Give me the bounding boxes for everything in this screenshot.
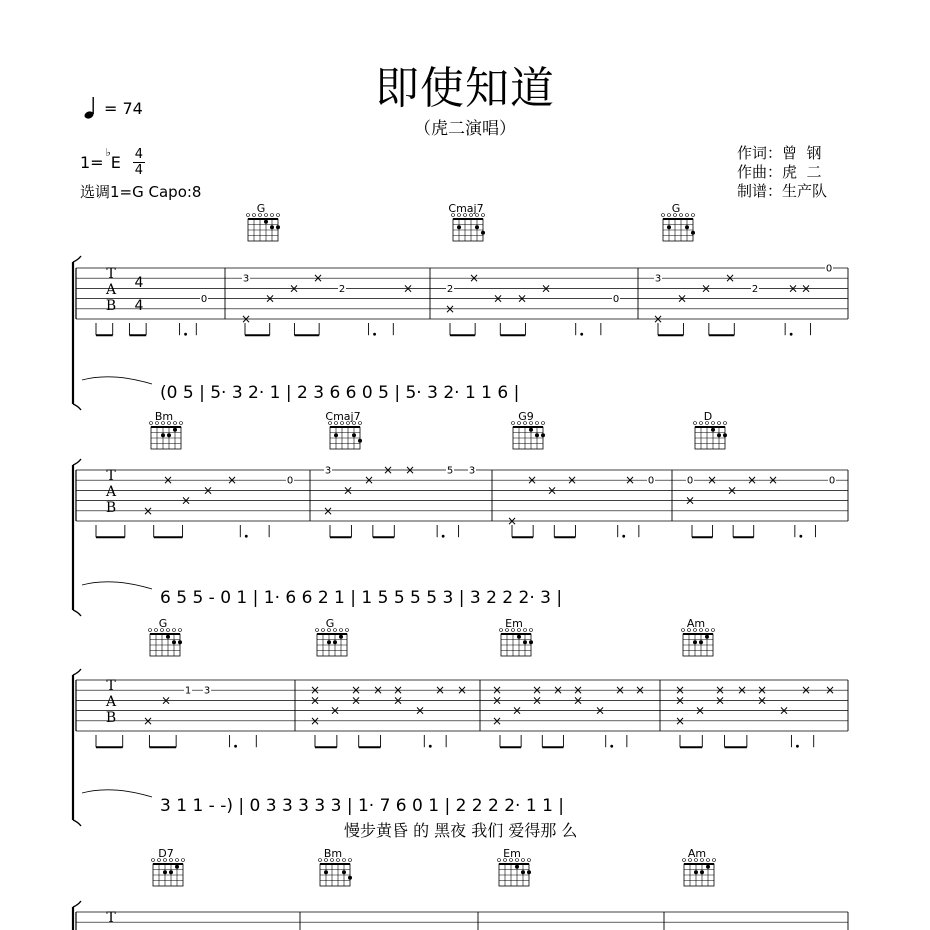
open-string-mark <box>530 629 533 632</box>
muted-note-mark: × <box>714 683 726 698</box>
chord-dot <box>339 635 343 639</box>
open-string-mark <box>522 859 525 862</box>
muted-note-mark: × <box>511 703 523 718</box>
open-string-mark <box>700 422 703 425</box>
chord-dot <box>693 640 697 644</box>
tab-letter: B <box>105 500 117 516</box>
muted-note-mark: × <box>778 703 790 718</box>
time-bottom: 4 <box>134 163 144 178</box>
chord-dot <box>172 640 176 644</box>
muted-note-mark: × <box>468 271 480 286</box>
chord-dot <box>352 433 356 437</box>
open-string-mark <box>179 629 182 632</box>
muted-note-mark: × <box>724 271 736 286</box>
chord-dot <box>348 876 352 880</box>
chord-dot <box>264 220 268 224</box>
open-string-mark <box>512 422 515 425</box>
chord-dot <box>163 870 167 874</box>
dot <box>622 535 625 538</box>
muted-note-mark: × <box>202 483 214 498</box>
open-string-mark <box>340 629 343 632</box>
bracket-hook <box>73 820 81 826</box>
fret-number: 3 <box>654 273 662 285</box>
open-string-mark <box>322 629 325 632</box>
muted-note-mark: × <box>540 281 552 296</box>
fret-number: 2 <box>338 283 346 295</box>
fret-number: 0 <box>200 294 208 306</box>
bracket-hook <box>73 404 81 410</box>
fret-number: 0 <box>612 294 620 306</box>
chord-dot <box>527 870 531 874</box>
open-string-mark <box>180 422 183 425</box>
muted-note-mark: × <box>312 271 324 286</box>
lyricist-credit: 作词：曾 钢 <box>737 144 822 162</box>
chord-dot <box>333 640 337 644</box>
chord-name: Bm <box>154 410 174 423</box>
muted-note-mark: × <box>767 473 779 488</box>
muted-note-mark: × <box>634 683 646 698</box>
bracket-hook <box>73 669 81 675</box>
open-string-mark <box>712 422 715 425</box>
muted-note-mark: × <box>531 693 543 708</box>
bracket-hook <box>73 610 81 616</box>
lyrics-line: 慢步黄昏 的 黑夜 我们 爱得那 么 <box>344 821 578 840</box>
open-string-mark <box>542 422 545 425</box>
muted-note-mark: × <box>756 693 768 708</box>
muted-note-mark: × <box>372 683 384 698</box>
fret-number: 0 <box>286 475 294 487</box>
muted-note-mark: × <box>226 473 238 488</box>
muted-note-mark: × <box>350 683 362 698</box>
tab-letter: T <box>106 678 116 694</box>
chord-dot <box>691 231 695 235</box>
muted-note-mark: × <box>552 683 564 698</box>
bass-note-mark: × <box>674 713 686 728</box>
muted-note-mark: × <box>342 483 354 498</box>
open-string-mark <box>349 859 352 862</box>
muted-note-mark: × <box>491 683 503 698</box>
open-string-mark <box>343 859 346 862</box>
chord-dot <box>334 433 338 437</box>
chord-dot <box>717 433 721 437</box>
chord-dot <box>699 640 703 644</box>
capo-info: 选调1=G Capo:8 <box>80 183 202 201</box>
muted-note-mark: × <box>614 683 626 698</box>
muted-note-mark: × <box>516 291 528 306</box>
chord-name: G <box>325 617 335 630</box>
chord-dot <box>270 225 274 229</box>
muted-note-mark: × <box>572 683 584 698</box>
fret-number: 1 <box>184 685 192 697</box>
chord-name: Am <box>686 617 706 630</box>
chord-name: G <box>158 617 168 630</box>
chord-name: D7 <box>158 847 174 860</box>
chord-name: Cmaj7 <box>448 202 484 215</box>
dot <box>429 745 432 748</box>
open-string-mark <box>724 422 727 425</box>
muted-note-mark: × <box>160 693 172 708</box>
fret-number: 3 <box>324 465 332 477</box>
open-string-mark <box>536 422 539 425</box>
open-string-mark <box>167 629 170 632</box>
open-string-mark <box>713 859 716 862</box>
muted-note-mark: × <box>714 693 726 708</box>
open-string-mark <box>683 859 686 862</box>
muted-note-mark: × <box>800 281 812 296</box>
tie-arc <box>82 582 152 589</box>
muted-note-mark: × <box>736 683 748 698</box>
composer-credit: 作曲：虎 二 <box>737 163 822 181</box>
muted-note-mark: × <box>546 483 558 498</box>
bass-note-mark: × <box>142 713 154 728</box>
muted-note-mark: × <box>434 683 446 698</box>
bass-note-mark: × <box>309 713 321 728</box>
open-string-mark <box>694 422 697 425</box>
muted-note-mark: × <box>404 463 416 477</box>
muted-note-mark: × <box>787 281 799 296</box>
open-string-mark <box>668 214 671 217</box>
open-string-mark <box>152 859 155 862</box>
chord-dot <box>327 640 331 644</box>
chord-dot <box>515 865 519 869</box>
open-string-mark <box>247 214 250 217</box>
open-string-mark <box>524 629 527 632</box>
bass-note-mark: × <box>506 514 518 528</box>
dot <box>796 745 799 748</box>
chord-dot <box>685 225 689 229</box>
chord-dot <box>169 870 173 874</box>
fret-number: 3 <box>468 465 476 477</box>
chord-dot <box>173 428 177 432</box>
jianpu-notation: 3 1 1 - -) | 0 3 3 3 3 3 | 1· 7 6 0 1 | 2 2 2 2· 1 1 | <box>160 796 565 816</box>
open-string-mark <box>707 859 710 862</box>
fret-number: 0 <box>825 263 833 275</box>
muted-note-mark: × <box>492 291 504 306</box>
chord-name: Em <box>505 617 523 630</box>
bass-note-mark: × <box>684 493 696 508</box>
tab-letter: T <box>106 910 116 926</box>
dot <box>184 333 187 336</box>
chord-dot <box>481 231 485 235</box>
chord-dot <box>175 865 179 869</box>
open-string-mark <box>680 214 683 217</box>
fret-number: 0 <box>647 475 655 487</box>
bass-note-mark: × <box>491 713 503 728</box>
dot <box>245 535 248 538</box>
chord-dot <box>711 428 715 432</box>
bracket-hook <box>73 256 81 262</box>
tab-letter: A <box>105 484 117 500</box>
chord-dot <box>723 433 727 437</box>
muted-note-mark: × <box>382 463 394 477</box>
chord-dot <box>667 225 671 229</box>
muted-note-mark: × <box>624 473 636 488</box>
muted-note-mark: × <box>309 683 321 698</box>
muted-note-mark: × <box>726 483 738 498</box>
chord-dot <box>523 640 527 644</box>
muted-note-mark: × <box>162 473 174 488</box>
muted-note-mark: × <box>363 473 375 488</box>
chord-dot <box>358 439 362 443</box>
chord-dot <box>167 433 171 437</box>
chord-name: D <box>703 410 713 423</box>
dot <box>610 745 613 748</box>
dot <box>799 535 802 538</box>
muted-note-mark: × <box>674 683 686 698</box>
chord-name: Bm <box>323 847 343 860</box>
open-string-mark <box>528 859 531 862</box>
chord-dot <box>517 635 521 639</box>
muted-note-mark: × <box>594 703 606 718</box>
muted-note-mark: × <box>674 693 686 708</box>
dot <box>442 535 445 538</box>
muted-note-mark: × <box>456 683 468 698</box>
chord-dot <box>541 433 545 437</box>
muted-note-mark: × <box>402 281 414 296</box>
open-string-mark <box>712 629 715 632</box>
muted-note-mark: × <box>309 693 321 708</box>
open-string-mark <box>682 629 685 632</box>
bass-note-mark: × <box>444 301 456 316</box>
muted-note-mark: × <box>414 703 426 718</box>
open-string-mark <box>662 214 665 217</box>
dot <box>580 333 583 336</box>
open-string-mark <box>277 214 280 217</box>
bass-note-mark: × <box>652 312 664 326</box>
muted-note-mark: × <box>824 683 836 698</box>
chord-dot <box>694 870 698 874</box>
muted-note-mark: × <box>800 683 812 698</box>
fret-number: 3 <box>242 273 250 285</box>
open-string-mark <box>686 214 689 217</box>
chord-dot <box>166 635 170 639</box>
open-string-mark <box>253 214 256 217</box>
muted-note-mark: × <box>491 693 503 708</box>
open-string-mark <box>149 629 152 632</box>
open-string-mark <box>265 214 268 217</box>
flat-sign: ♭ <box>105 146 111 159</box>
chord-dot <box>178 640 182 644</box>
muted-note-mark: × <box>526 473 538 488</box>
chord-dot <box>521 870 525 874</box>
chord-dot <box>475 225 479 229</box>
muted-note-mark: × <box>756 683 768 698</box>
chord-dot <box>535 433 539 437</box>
fret-number: 0 <box>686 475 694 487</box>
jianpu-notation: (0 5 | 5· 3 2· 1 | 2 3 6 6 0 5 | 5· 3 2· 1 1 6 | <box>160 383 520 403</box>
chord-dot <box>457 225 461 229</box>
tab-letter: A <box>105 282 117 298</box>
fret-number: 5 <box>446 465 454 477</box>
open-string-mark <box>692 214 695 217</box>
transcriber-credit: 制谱：生产队 <box>737 182 828 200</box>
bracket-hook <box>73 459 81 465</box>
chord-name: Em <box>503 847 521 860</box>
chord-dot <box>529 640 533 644</box>
open-string-mark <box>271 214 274 217</box>
muted-note-mark: × <box>392 683 404 698</box>
tab-letter: T <box>106 266 116 282</box>
muted-note-mark: × <box>572 693 584 708</box>
tempo-value: = 74 <box>104 98 143 118</box>
fret-number: 0 <box>828 475 836 487</box>
key-prefix: 1= <box>80 153 104 172</box>
open-string-mark <box>346 629 349 632</box>
chord-dot <box>706 865 710 869</box>
open-string-mark <box>319 859 322 862</box>
chord-dot <box>161 433 165 437</box>
muted-note-mark: × <box>746 473 758 488</box>
muted-note-mark: × <box>700 281 712 296</box>
open-string-mark <box>334 629 337 632</box>
open-string-mark <box>316 629 319 632</box>
tie-arc <box>82 377 152 384</box>
open-string-mark <box>155 629 158 632</box>
tab-letter: A <box>105 694 117 710</box>
open-string-mark <box>176 859 179 862</box>
bass-note-mark: × <box>240 312 252 326</box>
open-string-mark <box>498 859 501 862</box>
dot <box>234 745 237 748</box>
chord-dot <box>700 870 704 874</box>
song-subtitle: （虎二演唱） <box>414 119 516 139</box>
chord-dot <box>324 870 328 874</box>
muted-note-mark: × <box>676 291 688 306</box>
chord-name: Am <box>687 847 707 860</box>
tab-time-bottom: 4 <box>134 298 144 314</box>
chord-dot <box>529 428 533 432</box>
muted-note-mark: × <box>392 693 404 708</box>
fret-number: 3 <box>203 685 211 697</box>
jianpu-notation: 6 5 5 - 0 1 | 1· 6 6 2 1 | 1 5 5 5 5 3 | 3 2 2 2· 3 | <box>160 588 563 608</box>
chord-name: G <box>256 202 266 215</box>
open-string-mark <box>174 422 177 425</box>
muted-note-mark: × <box>531 683 543 698</box>
chord-name: G <box>671 202 681 215</box>
muted-note-mark: × <box>350 693 362 708</box>
tab-time-top: 4 <box>134 275 144 291</box>
muted-note-mark: × <box>180 493 192 508</box>
open-string-mark <box>500 629 503 632</box>
dot <box>790 333 793 336</box>
chord-name: Cmaj7 <box>325 410 361 423</box>
fret-number: 2 <box>446 283 454 295</box>
bass-note-mark: × <box>322 503 334 518</box>
chord-name: G9 <box>518 410 534 423</box>
tie-arc <box>82 790 152 797</box>
open-string-mark <box>173 629 176 632</box>
muted-note-mark: × <box>566 473 578 488</box>
dot <box>373 333 376 336</box>
muted-note-mark: × <box>329 703 341 718</box>
open-string-mark <box>182 859 185 862</box>
bracket-hook <box>73 901 81 907</box>
chord-dot <box>705 635 709 639</box>
fret-number: 2 <box>751 283 759 295</box>
chord-dot <box>342 870 346 874</box>
tab-letter: B <box>105 710 117 726</box>
tab-letter: B <box>105 298 117 314</box>
muted-note-mark: × <box>264 291 276 306</box>
tab-letter: T <box>106 468 116 484</box>
chord-dot <box>276 225 280 229</box>
muted-note-mark: × <box>706 473 718 488</box>
bass-note-mark: × <box>142 503 154 518</box>
muted-note-mark: × <box>694 703 706 718</box>
muted-note-mark: × <box>288 281 300 296</box>
open-string-mark <box>718 422 721 425</box>
time-top: 4 <box>134 147 144 162</box>
open-string-mark <box>706 629 709 632</box>
key-note: E <box>110 153 121 172</box>
song-title: 即使知道 <box>375 63 555 114</box>
open-string-mark <box>150 422 153 425</box>
